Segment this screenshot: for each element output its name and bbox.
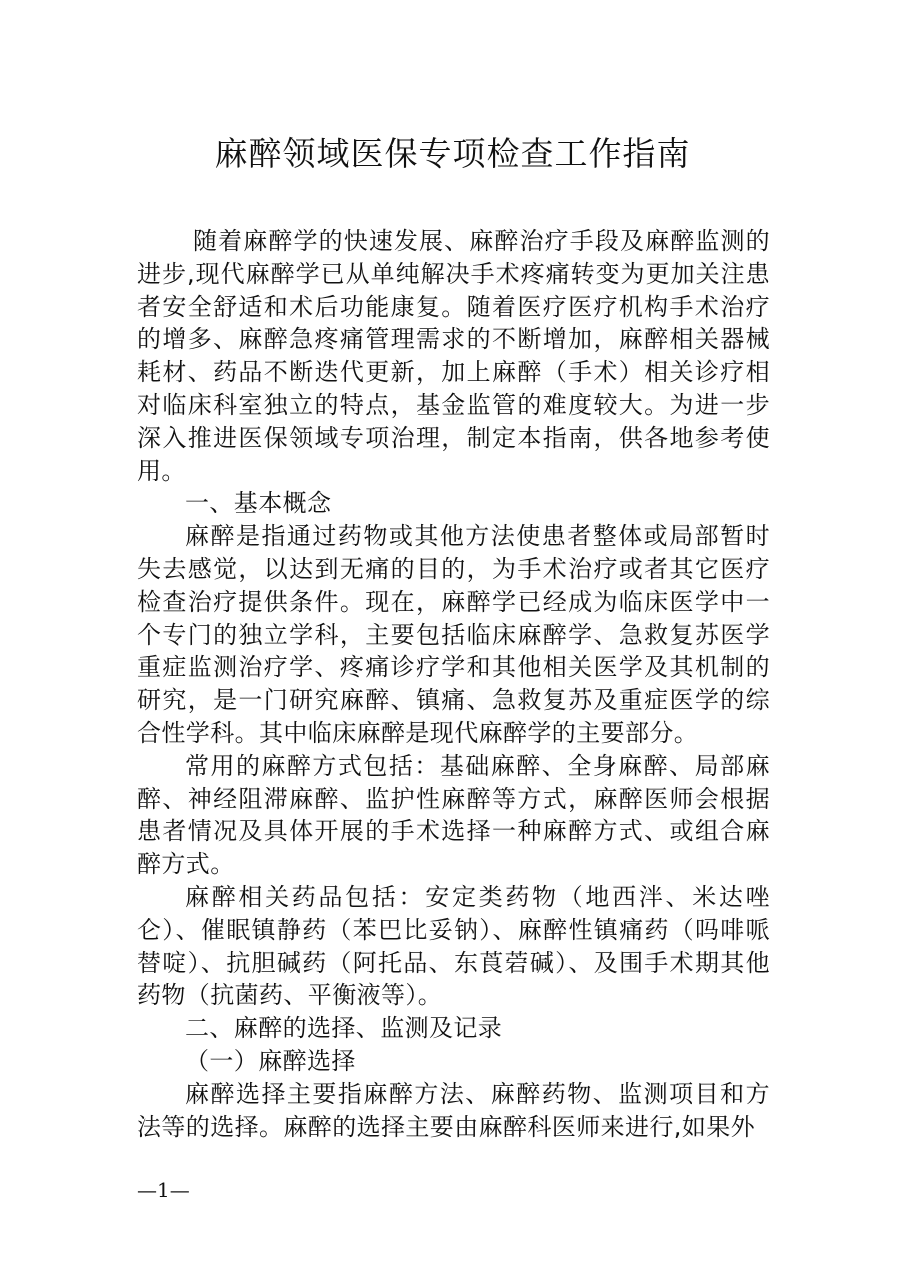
paragraph-anesthesia-methods: 常用的麻醉方式包括：基础麻醉、全身麻醉、局部麻醉、神经阻滞麻醉、监护性麻醉等方式，麻醉医师会根据患者情况及具体开展的手术选择一种麻醉方式、或组合麻醉方式。: [137, 751, 770, 879]
section-heading-basic-concepts: 一、基本概念: [185, 489, 332, 518]
paragraph-selection: 麻醉选择主要指麻醉方法、麻醉药物、监测项目和方法等的选择。麻醉的选择主要由麻醉科医师来进行,如果外: [137, 1079, 770, 1141]
document-body: [137, 225, 770, 1143]
intro-paragraph: 随着麻醉学的快速发展、麻醉治疗手段及麻醉监测的进步,现代麻醉学已从单纯解决手术疼痛转变为更加关注患者安全舒适和术后功能康复。随着医疗医疗机构手术治疗的增多、麻醉急疼痛管理需求的不断增加，麻醉相关器械耗材、药品不断迭代更新，加上麻醉（手术）相关诊疗相对临床科室独立的特点，基金监管的难度较大。为进一步深入推进医保领域专项治理，制定本指南，供各地参考使用。: [137, 227, 770, 485]
document-title: 麻醉领域医保专项检查工作指南: [214, 134, 691, 173]
paragraph-anesthesia-definition: 麻醉是指通过药物或其他方法使患者整体或局部暂时失去感觉，以达到无痛的目的，为手术治疗或者其它医疗检查治疗提供条件。现在，麻醉学已经成为临床医学中一个专门的独立学科，主要包括临床麻醉学、急救复苏医学重症监测治疗学、疼痛诊疗学和其他相关医学及其机制的研究，是一门研究麻醉、镇痛、急救复苏及重症医学的综合性学科。其中临床麻醉是现代麻醉学的主要部分。: [137, 522, 770, 747]
page-number: —1—: [137, 1178, 190, 1202]
section-heading-selection-monitoring: 二、麻醉的选择、监测及记录: [185, 1014, 503, 1043]
paragraph-anesthesia-drugs: 麻醉相关药品包括：安定类药物（地西泮、米达唑仑）、催眠镇静药（苯巴比妥钠）、麻醉性镇痛药（吗啡哌替啶）、抗胆碱药（阿托品、东莨菪碱）、及围手术期其他药物（抗菌药、平衡液等）。: [137, 882, 770, 1010]
subsection-heading-selection: （一）麻醉选择: [185, 1046, 356, 1075]
